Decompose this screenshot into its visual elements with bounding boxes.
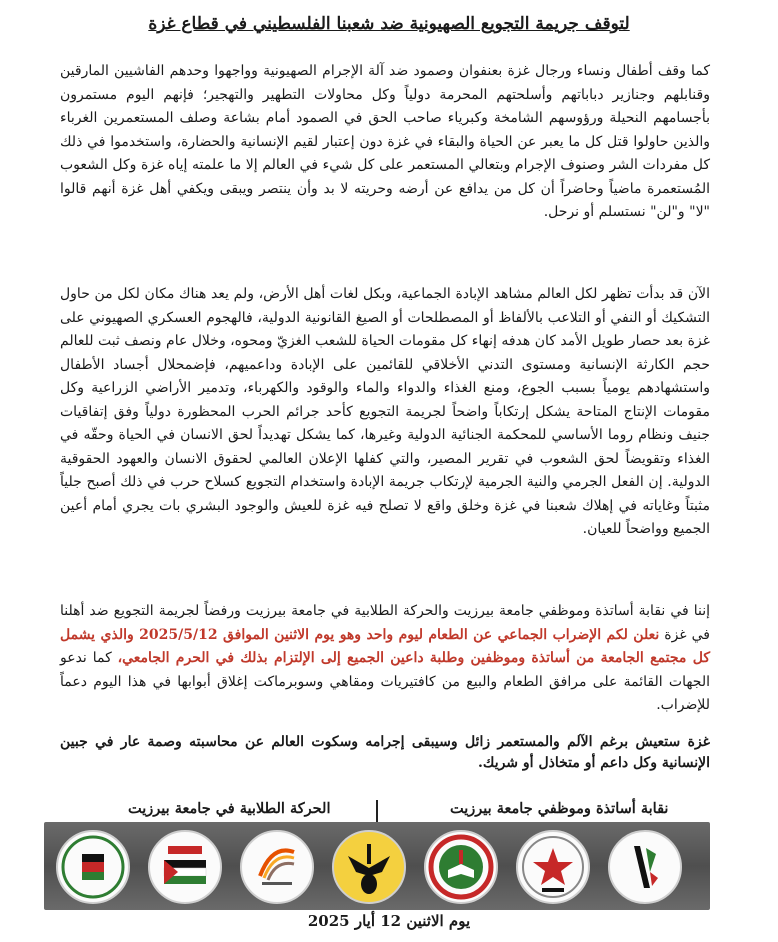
paragraph-2: الآن قد بدأت تظهر لكل العالم مشاهد الإبادة الجماعية، وبكل لغات أهل الأرض، ولم يعد هناك مكان لكل من حاول التشكيك أو النفي أو التلاعب بالألفاظ أو المصطلحات أو الصيغ القانونية الدولية، فالهجوم العسكري الصهيوني على غزة بعد حصار طويل الأمد كان هدفه إنهاء كل مقومات الحياة للشعب الغزيّ ومحوه، وخلال عام ونصف ثبت للعالم حجم الكارثة الإنسانية ومستوى التدني الأخلاقي للقائمين على الإبادة وداعميهم، فإضمحلال أجساد الأطفال واستشهادهم يومياً بسبب الجوع، ومنع الغذاء والدواء والماء والوقود والكهرباء، وتدمير الأراضي الزراعية وكل مقومات الإنتاج المتاحة يشكل إرتكاباً واضحاً لجريمة التجويع كأحد جرائم الحرب المحظورة دولياً وفق إتفاقيات جنيف ونظام روما الأساسي للمحكمة الجنائية الدولية وغيرها، كما يشكل تهديداً لحق الانسان في الحياة وحقّه في الغذاء وتقويضاً لحق الشعوب في تقرير المصير، والتي كفلها الإعلان العالمي لحقوق الانسان والعهود الحقوقية الدولية. إن الفعل الجرمي والنية الجرمية لإرتكاب جريمة الإبادة واستخدام التجويع كسلاح حرب في ذلك أصبح جلياً مثبتاً وغاياته في إهلاك شعبنا في غزة وخلق واقع لا تصلح فيه غزة للعيش والوجود البشري بات يجري أمام أعين الجميع وواضحاً للعيان. [60, 286, 710, 537]
signature-divider [376, 800, 378, 822]
paragraph-3-start: إننا في نقابة أساتذة وموظفي جامعة بيرزيت والحركة الطلابية في جامعة بيرزيت ورفضاً لجريمة التجويع ضد أهلنا في غزة [60, 603, 710, 643]
rainbow-logo [240, 830, 314, 904]
signature-student-movement: الحركة الطلابية في جامعة بيرزيت [128, 800, 331, 817]
logo-strip [44, 822, 710, 910]
paragraph-3 [60, 600, 710, 718]
closing-statement: غزة ستعيش برغم الآلم والمستعمر زائل وسيبقى إجرامه وسكوت العالم عن محاسبته وصمة عار في جبين الإنسانية وكل داعم أو متخاذل أو شريك. [60, 734, 710, 771]
document-date: يوم الاثنين 12 أيار 2025 [307, 912, 471, 930]
strike-announcement: نعلن لكم الإضراب الجماعي عن الطعام ليوم واحد وهو يوم الاثنين الموافق 2025/5/12 والذي يشمل كل مجتمع الجامعة من أساتذة وموظفين وطلبة داعين الجميع إلى الإلتزام بذلك في الحرم الجامعي، [60, 626, 710, 666]
document-title: لتوقف جريمة التجويع الصهيونية ضد شعبنا الفلسطيني في قطاع غزة [148, 14, 630, 34]
paragraph-3-end: كما ندعو الجهات القائمة على مرافق الطعام والبيع من كافتيريات ومقاهي وسوبرماكت إغلاق أبوابها في هذا اليوم دعماً للإضراب. [60, 650, 710, 713]
flag-logo [148, 830, 222, 904]
signature-union: نقابة أساتذة وموظفي جامعة بيرزيت [450, 800, 669, 817]
yellow-eagle-logo [332, 830, 406, 904]
red-star-logo [516, 830, 590, 904]
paragraph-1: كما وقف أطفال ونساء ورجال غزة بعنفوان وصمود ضد آلة الإجرام الصهيونية وواجهوا وحدهم الفاشيين المارقين وقنابلهم وجنازير دباباتهم وأسلحتهم المحرمة دولياً وكل محاولات التطهير والتهجير؛ فإنهم اليوم مستمرون بأجسامهم النحيلة ورؤوسهم الشامخة وكبرياء صاحب الحق في الصمود أمام بشاعة وصلف المستعمرين الغرباء والذين حاولوا قتل كل ما يعبر عن الحياة والبقاء في غزة دون إعتبار لقيم الإنسانية والحضارة، واستخدموا في ذلك كل مفردات الشر وصنوف الإجرام وبتعالي المستعمر على كل شيء في العالم إلا ما علمته إياه غزة وكل الشعوب المُستعمرة ماضياً وحاضراً أن كل من يدافع عن أرضه وحريته لا بد وأن ينتصر ويبقى ويكفي أهل غزة أنهم قالوا "لا" و"لن" نستسلم أو نرحل. [60, 63, 710, 220]
green-red-logo [608, 830, 682, 904]
red-green-book-logo [424, 830, 498, 904]
circle-emblem-logo [56, 830, 130, 904]
